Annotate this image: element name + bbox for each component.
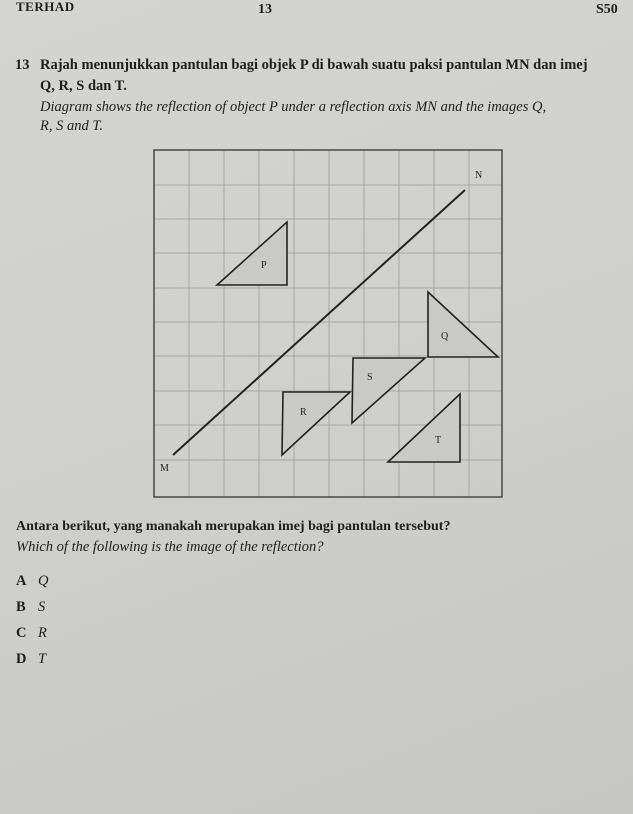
question-malay-line2: Q, R, S dan T. (40, 78, 127, 94)
label-R: R (300, 407, 307, 418)
question-english-line1: Diagram shows the reflection of object P under a reflection axis MN and the images Q, (40, 99, 547, 115)
option-c[interactable] (16, 625, 47, 642)
label-S: S (367, 372, 373, 383)
reflection-diagram (140, 140, 510, 510)
label-P: P (261, 260, 267, 271)
triangle-P (217, 222, 287, 285)
option-value: T (38, 651, 47, 667)
option-d[interactable] (16, 651, 46, 668)
option-value: R (38, 625, 47, 641)
question-english-line2: R, S and T. (40, 118, 103, 134)
triangle-R (282, 392, 350, 455)
label-T: T (435, 435, 442, 446)
label-M: M (160, 463, 169, 474)
option-letter: D (16, 651, 27, 667)
option-value: S (38, 599, 46, 615)
option-letter: C (16, 625, 27, 641)
label-Q: Q (441, 331, 449, 342)
label-N: N (475, 170, 483, 181)
option-letter: B (16, 599, 26, 615)
question-malay-line1: Rajah menunjukkan pantulan bagi objek P di bawah suatu paksi pantulan MN dan imej (40, 57, 588, 73)
prompt-malay: Antara berikut, yang manakah merupakan imej bagi pantulan tersebut? (16, 519, 451, 534)
header-classification: TERHAD (16, 0, 75, 14)
option-b[interactable] (16, 599, 45, 616)
triangle-S (352, 358, 425, 423)
page-number: 13 (258, 2, 272, 17)
paper-code: S50 (596, 2, 618, 17)
question-number: 13 (15, 57, 30, 73)
triangle-Q (428, 292, 498, 357)
option-letter: A (16, 573, 27, 589)
prompt-english: Which of the following is the image of the reflection? (16, 539, 324, 555)
option-value: Q (38, 573, 49, 589)
option-a[interactable] (16, 573, 48, 590)
